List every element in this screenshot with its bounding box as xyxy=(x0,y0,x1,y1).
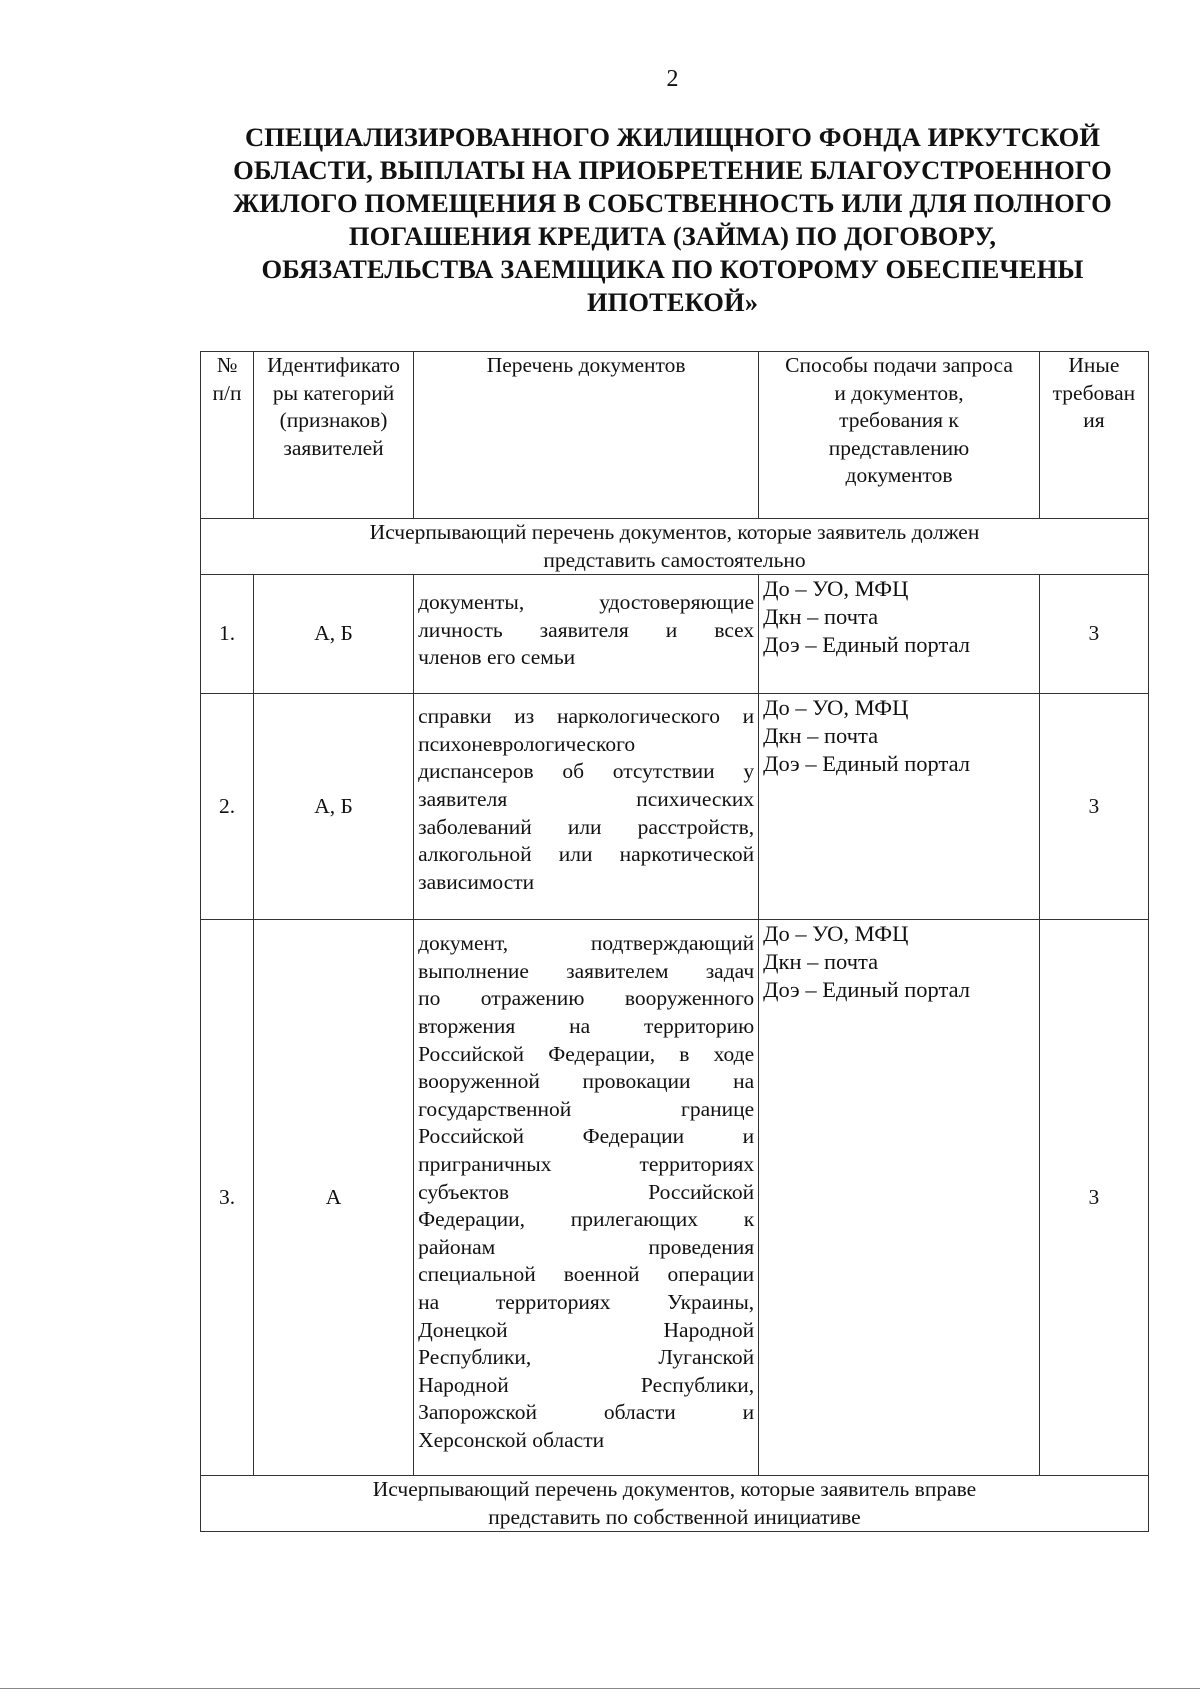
doc-line: заболеваний или расстройств, xyxy=(418,814,755,839)
method-line: Дкн – почта xyxy=(763,723,879,749)
row-number: 2. xyxy=(201,694,254,920)
section-heading xyxy=(201,519,1149,575)
page-number: 2 xyxy=(666,66,679,92)
header-line: заявителей xyxy=(283,435,384,460)
doc-line: Херсонской области xyxy=(418,1427,605,1452)
header-line: (признаков) xyxy=(279,408,388,433)
method-line: Доэ – Единый портал xyxy=(763,977,971,1003)
doc-line: алкогольной или наркотической xyxy=(418,842,755,867)
method-line: До – УО, МФЦ xyxy=(763,576,909,602)
row-ident: А xyxy=(254,920,414,1476)
header-line: требования к xyxy=(839,408,959,433)
doc-line: специальной военной операции xyxy=(418,1262,755,1287)
row-methods xyxy=(759,694,1040,920)
row-documents xyxy=(414,694,759,920)
row-documents xyxy=(414,575,759,694)
doc-line: районам проведения xyxy=(418,1234,755,1259)
title-line: СПЕЦИАЛИЗИРОВАННОГО ЖИЛИЩНОГО ФОНДА ИРКУТСКОЙ xyxy=(244,122,1101,152)
row-other: 3 xyxy=(1039,575,1148,694)
doc-line: Федерации, прилегающих к xyxy=(418,1207,755,1232)
doc-line: членов его семьи xyxy=(418,645,576,670)
row-ident: А, Б xyxy=(254,694,414,920)
header-line: № xyxy=(216,353,238,377)
method-line: Дкн – почта xyxy=(763,949,879,975)
header-line: ия xyxy=(1083,408,1105,433)
doc-line: личность заявителя и всех xyxy=(418,617,755,642)
doc-line: зависимости xyxy=(418,869,535,894)
header-line: Перечень документов xyxy=(486,353,686,377)
doc-line: приграничных территориях xyxy=(418,1151,755,1176)
doc-line: документы, удостоверяющие xyxy=(418,590,755,615)
doc-line: субъектов Российской xyxy=(418,1179,755,1204)
doc-line: Донецкой Народной xyxy=(418,1317,755,1342)
header-line: Идентификато xyxy=(267,353,400,377)
page-edge-line xyxy=(0,1688,1200,1689)
doc-line: вооруженной провокации на xyxy=(418,1069,755,1094)
row-number: 3. xyxy=(201,920,254,1476)
title-line: ИПОТЕКОЙ» xyxy=(586,287,759,317)
row-ident: А, Б xyxy=(254,575,414,694)
row-other: 3 xyxy=(1039,920,1148,1476)
section-line: Исчерпывающий перечень документов, которые заявитель вправе xyxy=(372,1477,977,1502)
header-line: Способы подачи запроса xyxy=(785,353,1013,377)
row-documents xyxy=(414,920,759,1476)
section-heading xyxy=(201,1476,1149,1532)
doc-line: на территориях Украины, xyxy=(418,1289,755,1314)
doc-line: государственной границе xyxy=(418,1096,755,1121)
doc-line: по отражению вооруженного xyxy=(418,986,755,1011)
section-row-mandatory xyxy=(201,519,1149,575)
method-line: Доэ – Единый портал xyxy=(763,751,971,777)
row-number: 1. xyxy=(201,575,254,694)
section-row-optional xyxy=(201,1476,1149,1532)
title-line: ПОГАШЕНИЯ КРЕДИТА (ЗАЙМА) ПО ДОГОВОРУ, xyxy=(348,221,997,251)
doc-line: Российской Федерации, в ходе xyxy=(418,1041,755,1066)
method-line: До – УО, МФЦ xyxy=(763,921,909,947)
doc-line: Республики, Луганской xyxy=(418,1345,755,1370)
table-row xyxy=(201,694,1149,920)
section-line: представить по собственной инициативе xyxy=(488,1504,861,1529)
doc-line: выполнение заявителем задач xyxy=(418,958,755,983)
table-row xyxy=(201,575,1149,694)
header-other xyxy=(1039,352,1148,519)
table-header-row xyxy=(201,352,1149,519)
doc-line: диспансеров об отсутствии у xyxy=(418,759,755,784)
header-line: п/п xyxy=(212,380,242,405)
method-line: Доэ – Единый портал xyxy=(763,632,971,658)
header-docs xyxy=(414,352,759,519)
doc-line: документ, подтверждающий xyxy=(418,931,755,956)
doc-line: вторжения на территорию xyxy=(418,1013,755,1038)
header-line: представлению xyxy=(828,435,970,460)
doc-line: Запорожской области и xyxy=(418,1400,755,1425)
header-line: документов xyxy=(845,463,953,488)
header-line: ры категорий xyxy=(272,380,395,405)
section-line: Исчерпывающий перечень документов, которые заявитель должен xyxy=(369,520,980,544)
doc-line: справки из наркологического и xyxy=(418,704,755,729)
row-other: 3 xyxy=(1039,694,1148,920)
doc-line: заявителя психических xyxy=(418,786,755,811)
header-num xyxy=(201,352,254,519)
row-methods xyxy=(759,575,1040,694)
row-methods xyxy=(759,920,1040,1476)
document-title xyxy=(200,121,1145,319)
section-line: представить самостоятельно xyxy=(543,547,806,572)
method-line: До – УО, МФЦ xyxy=(763,695,909,721)
header-line: требован xyxy=(1052,380,1136,405)
table-row xyxy=(201,920,1149,1476)
header-methods xyxy=(759,352,1040,519)
title-line: ОБЛАСТИ, ВЫПЛАТЫ НА ПРИОБРЕТЕНИЕ БЛАГОУСТРОЕННОГО xyxy=(233,155,1112,185)
header-line: Иные xyxy=(1068,353,1120,377)
title-line: ЖИЛОГО ПОМЕЩЕНИЯ В СОБСТВЕННОСТЬ ИЛИ ДЛЯ ПОЛНОГО xyxy=(233,188,1112,218)
header-line: и документов, xyxy=(834,380,964,405)
doc-line: Народной Республики, xyxy=(418,1372,755,1397)
doc-line: психоневрологического xyxy=(418,731,636,756)
documents-table xyxy=(200,351,1149,1532)
title-line: ОБЯЗАТЕЛЬСТВА ЗАЕМЩИКА ПО КОТОРОМУ ОБЕСПЕЧЕНЫ xyxy=(261,254,1084,284)
header-ident xyxy=(254,352,414,519)
method-line: Дкн – почта xyxy=(763,604,879,630)
doc-line: Российской Федерации и xyxy=(418,1124,755,1149)
